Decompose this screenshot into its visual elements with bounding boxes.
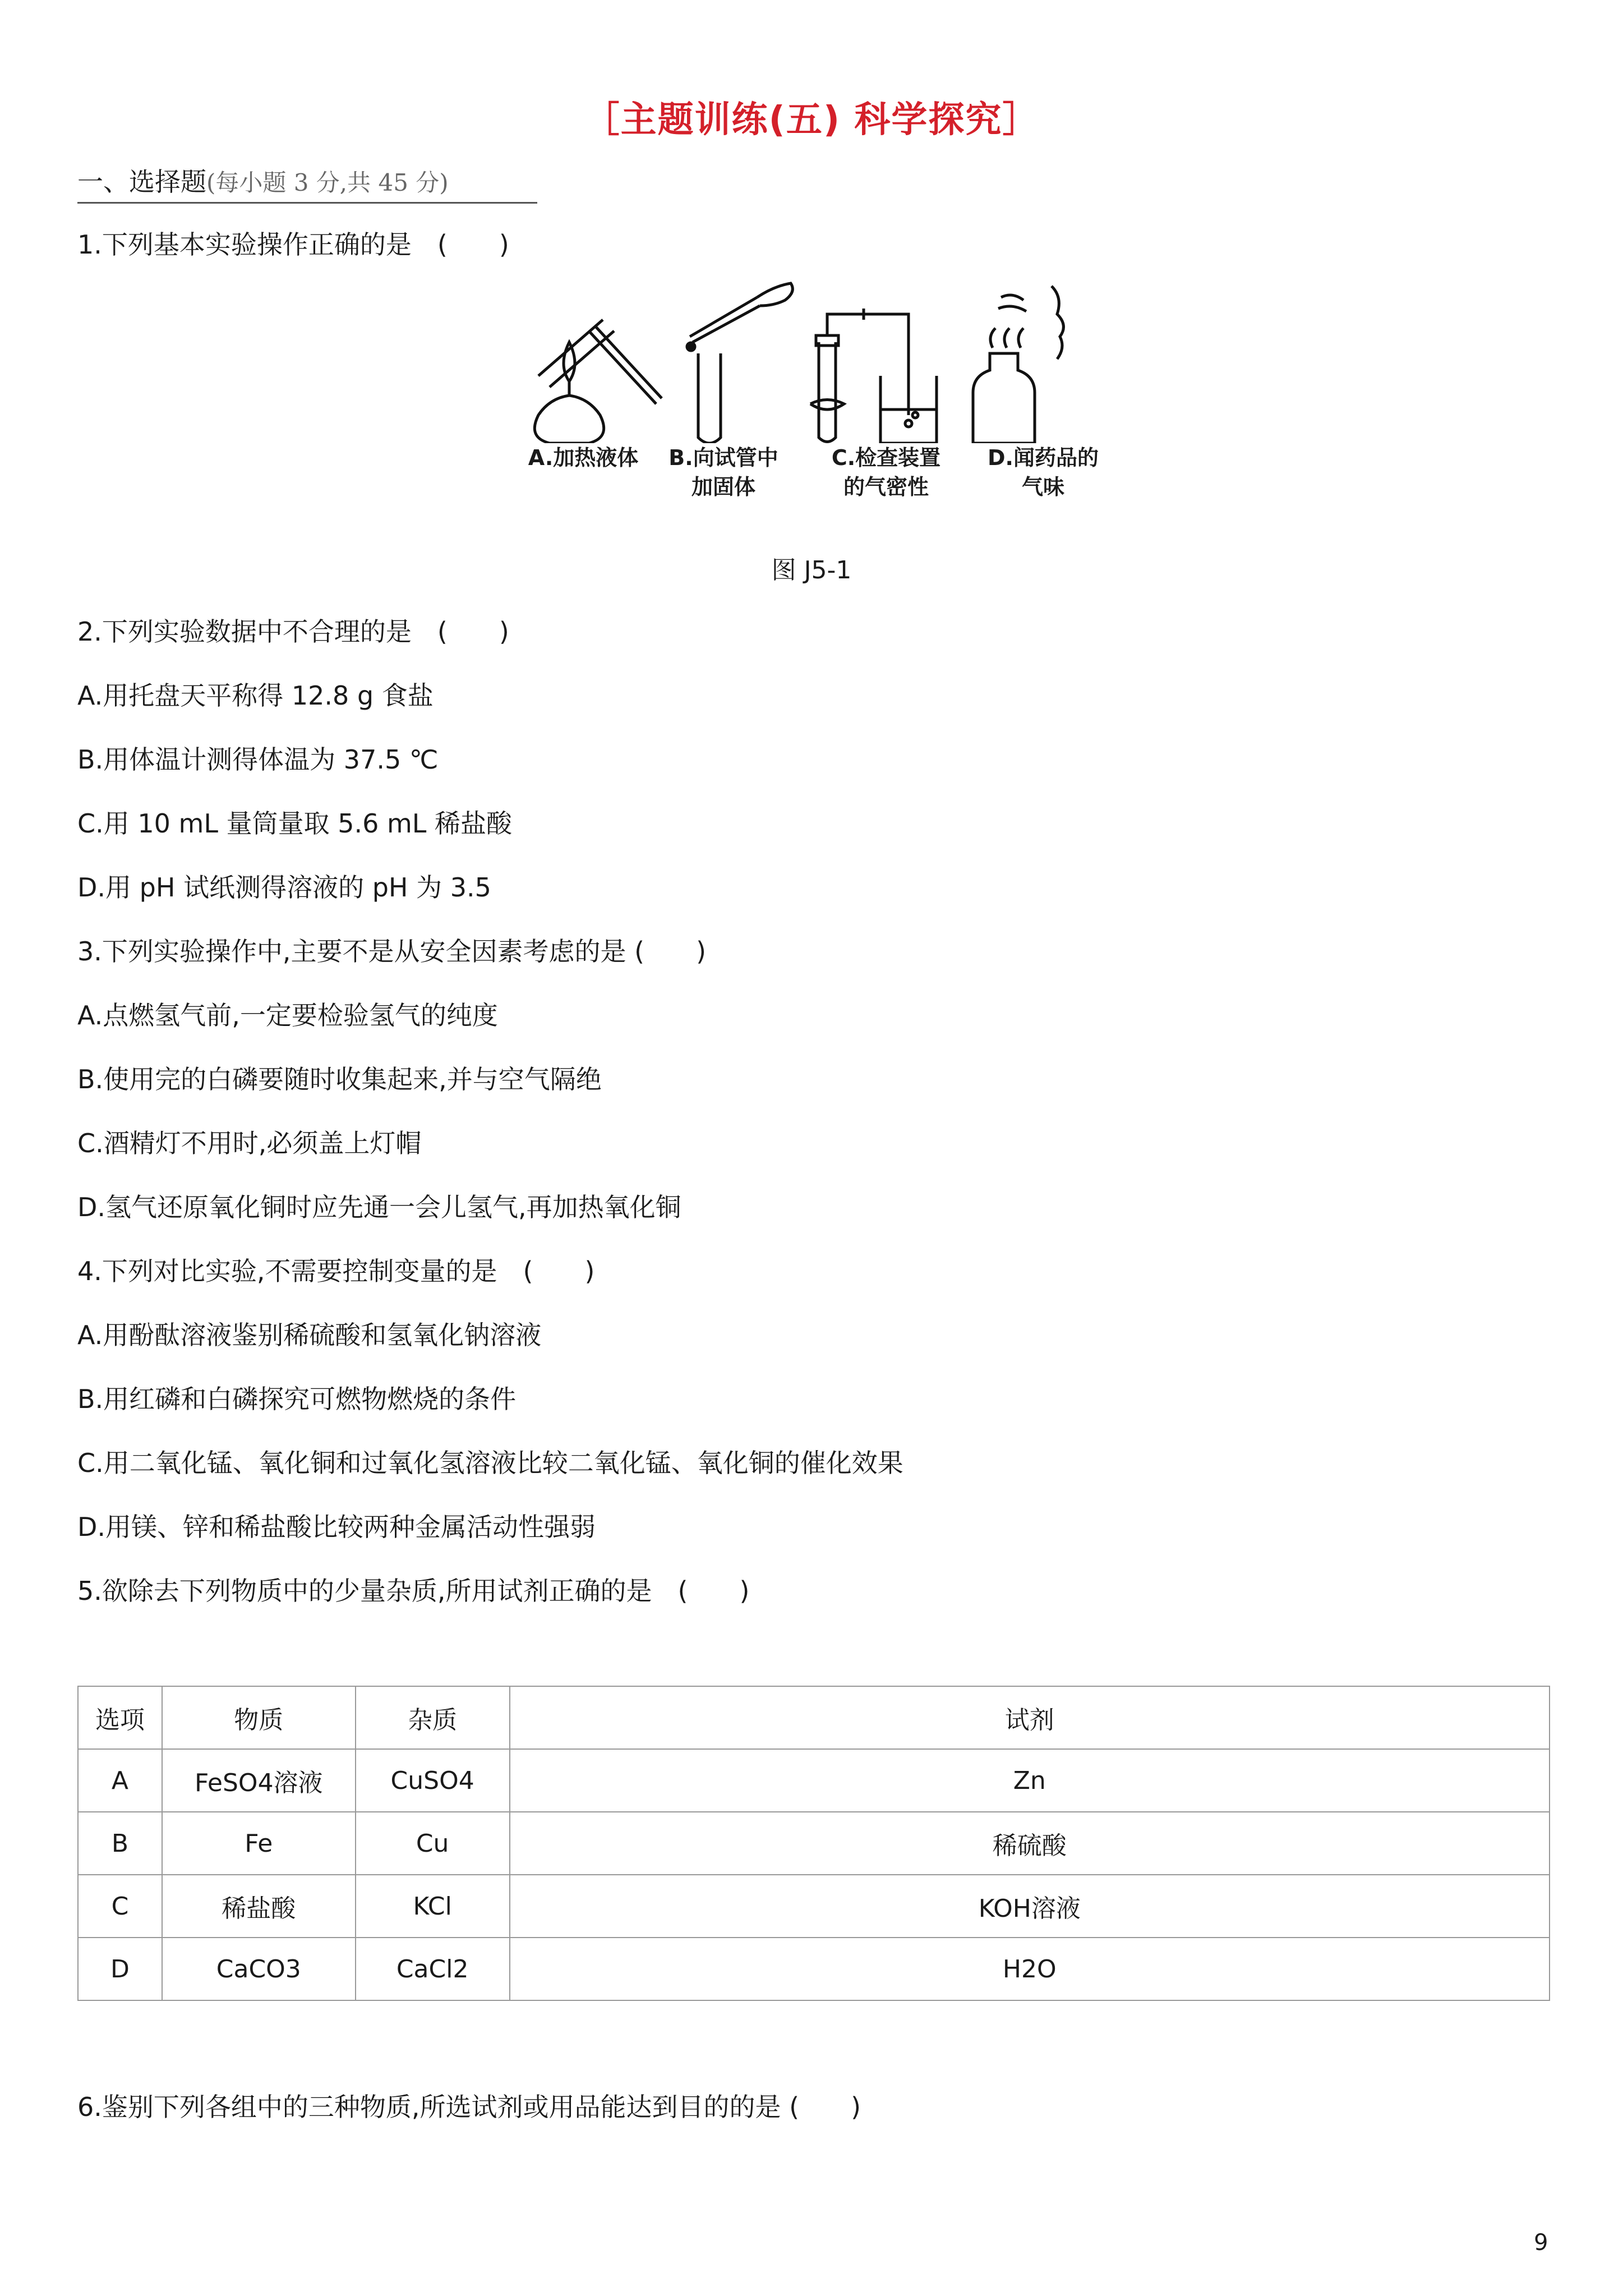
question-2-option-b: B.用体温计测得体温为 37.5 ℃ (77, 744, 439, 775)
question-3: 3.下列实验操作中,主要不是从安全因素考虑的是 ( ) (77, 936, 707, 967)
page-number: 9 (1534, 2230, 1548, 2256)
tweezers-icon (690, 297, 757, 337)
table-header-cell: 试剂 (510, 1686, 1550, 1749)
table-cell: CuSO4 (356, 1749, 510, 1812)
question-3-option-a: A.点燃氢气前,一定要检验氢气的纯度 (77, 1000, 498, 1030)
test-tube-b-icon (698, 353, 721, 443)
question-5: 5.欲除去下列物质中的少量杂质,所用试剂正确的是 ( ) (77, 1576, 750, 1606)
test-tube-c-icon (819, 342, 836, 442)
table-header-cell: 选项 (78, 1686, 162, 1749)
question-4-option-a: A.用酚酞溶液鉴别稀硫酸和氢氧化钠溶液 (77, 1320, 542, 1350)
figure-j5-1 (505, 275, 1150, 544)
table-cell: 稀盐酸 (162, 1875, 356, 1938)
question-1: 1.下列基本实验操作正确的是 ( ) (77, 229, 509, 260)
table-cell: H2O (510, 1938, 1550, 2000)
question-3-option-b: B.使用完的白磷要随时收集起来,并与空气隔绝 (77, 1064, 602, 1094)
table-cell: CaCl2 (356, 1938, 510, 2000)
question-2-option-a: A.用托盘天平称得 12.8 g 食盐 (77, 680, 434, 711)
table-cell: CaCO3 (162, 1938, 356, 2000)
table-row (78, 1812, 1550, 1875)
figure-label-a: A.加热液体 (528, 445, 639, 470)
figure-label-d: D.闻药品的 气味 (988, 445, 1099, 499)
question-3-option-d: D.氢气还原氧化铜时应先通一会儿氢气,再加热氧化铜 (77, 1192, 681, 1222)
table-cell: Zn (510, 1749, 1550, 1812)
face-icon (1052, 286, 1063, 359)
table-header-cell: 物质 (162, 1686, 356, 1749)
table-cell: 稀硫酸 (510, 1812, 1550, 1875)
table-cell: KOH溶液 (510, 1875, 1550, 1938)
table-row (78, 1875, 1550, 1938)
hand-icon (757, 283, 792, 306)
table-row (78, 1749, 1550, 1812)
waving-hand-icon (998, 295, 1026, 311)
test-tube-holder-icon (589, 331, 656, 404)
question-2: 2.下列实验数据中不合理的是 ( ) (77, 616, 509, 647)
delivery-tube-icon (827, 314, 909, 415)
question-6: 6.鉴别下列各组中的三种物质,所选试剂或用品能达到目的的是 ( ) (77, 2092, 861, 2122)
table-cell: KCl (356, 1875, 510, 1938)
apparatus-illustration (505, 275, 1150, 443)
question-3-option-c: C.酒精灯不用时,必须盖上灯帽 (77, 1128, 422, 1158)
page-title: ［主题训练(五) 科学探究］ (583, 99, 1040, 141)
table-header-cell: 杂质 (356, 1686, 510, 1749)
hand-grip-icon (810, 400, 844, 410)
figure-label-b: B.向试管中 加固体 (668, 445, 778, 499)
table-cell: A (78, 1749, 162, 1812)
vapor-icon (990, 328, 1023, 348)
section-heading-note: (每小题 3 分,共 45 分) (206, 169, 449, 196)
question-4-option-b: B.用红磷和白磷探究可燃物燃烧的条件 (77, 1384, 517, 1414)
table-row (78, 1938, 1550, 2000)
reagent-table (77, 1686, 1550, 2001)
question-4-option-c: C.用二氧化锰、氧化铜和过氧化氢溶液比较二氧化锰、氧化铜的催化效果 (77, 1448, 903, 1478)
section-heading-label: 一、选择题 (77, 167, 206, 197)
table-cell: C (78, 1875, 162, 1938)
table-cell: FeSO4溶液 (162, 1749, 356, 1812)
section-heading (77, 162, 537, 204)
question-2-option-d: D.用 pH 试纸测得溶液的 pH 为 3.5 (77, 872, 491, 903)
table-cell: Fe (162, 1812, 356, 1875)
alcohol-lamp-icon (534, 395, 603, 443)
question-2-option-c: C.用 10 mL 量筒量取 5.6 mL 稀盐酸 (77, 808, 513, 839)
table-cell: Cu (356, 1812, 510, 1875)
table-header-row (78, 1686, 1550, 1749)
reagent-bottle-icon (973, 353, 1035, 443)
question-4-option-d: D.用镁、锌和稀盐酸比较两种金属活动性强弱 (77, 1512, 596, 1542)
table-cell: D (78, 1938, 162, 2000)
question-4: 4.下列对比实验,不需要控制变量的是 ( ) (77, 1256, 595, 1286)
table-cell: B (78, 1812, 162, 1875)
figure-label-c: C.检查装置 的气密性 (831, 445, 941, 499)
figure-caption: 图 J5-1 (771, 556, 852, 585)
